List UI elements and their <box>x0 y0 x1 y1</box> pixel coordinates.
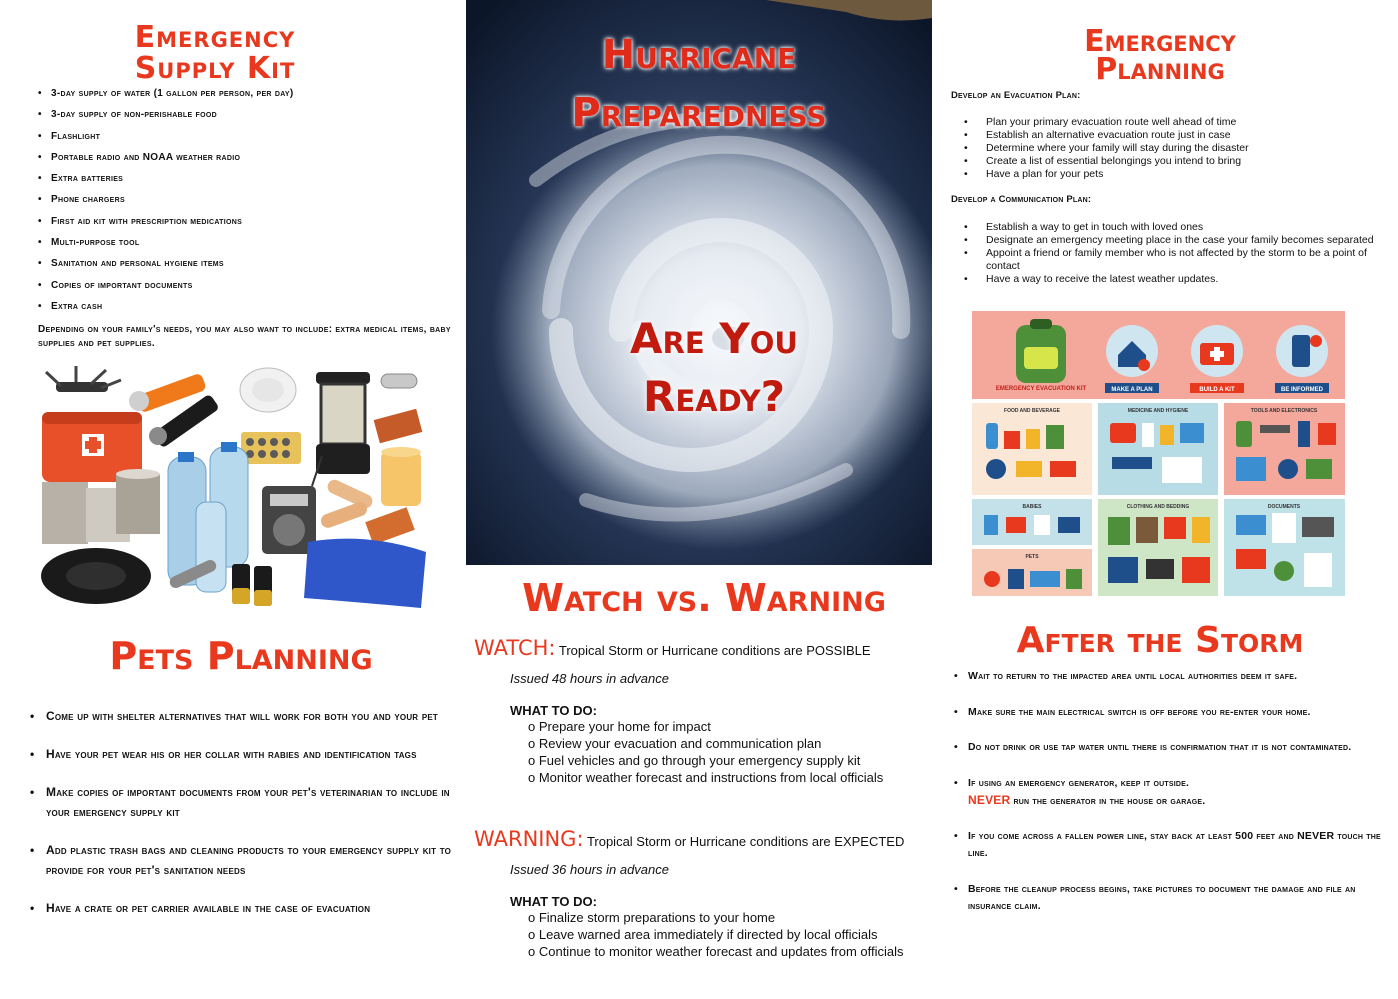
list-item: o Finalize storm preparations to your home <box>528 909 929 926</box>
list-item: • Multi-purpose tool <box>38 237 458 258</box>
make-a-plan-label: MAKE A PLAN <box>1111 387 1153 393</box>
multitool-icon <box>46 366 121 392</box>
supply-kit-title: Emergency Supply Kit <box>134 20 296 86</box>
lantern-icon <box>316 372 370 474</box>
after-the-storm-title: After the Storm <box>1016 620 1304 661</box>
watch-todo-heading: WHAT TO DO: <box>510 703 597 718</box>
hurricane-hero <box>466 0 932 565</box>
list-item: o Review your evacuation and communication plan <box>528 735 929 752</box>
list-item: • 3-day supply of water (1 gallon per person, per day) <box>38 88 458 109</box>
infographic-kit-label: EMERGENCY EVACUATION KIT <box>995 386 1087 392</box>
list-item: • Flashlight <box>38 131 458 152</box>
warning-steps <box>528 909 929 960</box>
list-item: • Phone chargers <box>38 194 458 215</box>
list-item: • Extra batteries <box>38 173 458 194</box>
documents-panel-label: DOCUMENTS <box>1267 504 1301 510</box>
list-item: o Leave warned area immediately if directed by local officials <box>528 926 929 943</box>
list-item: • If you come across a fallen power line, stay back at least 500 feet and NEVER touch the line. <box>954 828 1384 862</box>
list-item: • Before the cleanup process begins, take pictures to document the damage and file an insurance claim. <box>954 881 1384 915</box>
list-item: • Sanitation and personal hygiene items <box>38 258 458 279</box>
list-item: • Copies of important documents <box>38 280 458 301</box>
build-a-kit-label: BUILD A KIT <box>1199 387 1235 393</box>
watch-steps <box>528 718 929 786</box>
sleeping-bag-icon <box>41 548 151 604</box>
supply-kit-list <box>38 88 458 322</box>
list-item: • Create a list of essential belongings you intend to bring <box>964 155 1379 168</box>
tools-panel-label: TOOLS AND ELECTRONICS <box>1250 408 1318 414</box>
watch-line <box>474 636 929 660</box>
are-you-ready-heading: Are You Ready? <box>630 314 798 421</box>
list-item: • Portable radio and NOAA weather radio <box>38 152 458 173</box>
watch-text: Tropical Storm or Hurricane conditions are POSSIBLE <box>558 643 871 658</box>
supply-kit-note: Depending on your family's needs, you may also want to include: extra medical items, baby supplies and pet supplies. <box>38 324 451 349</box>
be-informed-label: BE INFORMED <box>1281 387 1323 393</box>
warning-issued: Issued 36 hours in advance <box>510 862 669 877</box>
list-item: • Establish a way to get in touch with loved ones <box>964 221 1379 234</box>
planning-column <box>932 0 1398 999</box>
list-item: o Continue to monitor weather forecast and updates from officials <box>528 943 929 960</box>
list-item: • Do not drink or use tap water until there is confirmation that it is not contaminated. <box>954 739 1384 756</box>
backpack-icon <box>1016 319 1066 383</box>
list-item: • Make sure the main electrical switch is off before you re-enter your home. <box>954 704 1384 721</box>
communication-plan-heading: Develop a Communication Plan: <box>951 194 1092 205</box>
blanket-icon <box>304 539 426 608</box>
evacuation-plan-list <box>964 116 1379 181</box>
list-item: o Fuel vehicles and go through your emergency supply kit <box>528 752 929 769</box>
list-item: • Plan your primary evacuation route well ahead of time <box>964 116 1379 129</box>
list-item: • Appoint a friend or family member who is not affected by the storm to be a point of contact <box>964 247 1379 273</box>
hurricane-preparedness-title: Hurricane Preparedness <box>571 32 827 136</box>
watch-label: WATCH: <box>474 636 556 660</box>
food-panel-label: FOOD AND BEVERAGE <box>1004 408 1060 414</box>
pets-planning-title: Pets Planning <box>109 634 373 678</box>
be-informed-icon <box>1276 325 1328 377</box>
candle-icon <box>381 447 421 506</box>
list-item: • 3-day supply of non-perishable food <box>38 109 458 130</box>
list-item: • Have a crate or pet carrier available in the case of evacuation <box>30 898 455 918</box>
clothing-panel-label: CLOTHING AND BEDDING <box>1126 504 1190 510</box>
pets-planning-list <box>30 706 455 936</box>
watch-vs-warning-title: Watch vs. Warning <box>522 576 886 620</box>
supply-kit-column <box>0 0 466 999</box>
list-item: o Prepare your home for impact <box>528 718 929 735</box>
babies-panel-label: BABIES <box>1022 504 1042 510</box>
list-item: • Add plastic trash bags and cleaning products to your emergency supply kit to provide for your pet's sanitation needs <box>30 840 455 880</box>
list-item: • Have your pet wear his or her collar with rabies and identification tags <box>30 744 455 764</box>
radio-icon <box>262 456 322 554</box>
list-item: • Come up with shelter alternatives that will work for both you and your pet <box>30 706 455 726</box>
warning-text: Tropical Storm or Hurricane conditions are EXPECTED <box>586 834 905 849</box>
evacuation-kit-infographic <box>972 311 1345 596</box>
warning-section <box>474 827 929 960</box>
never-emphasis: NEVER <box>968 792 1011 807</box>
warning-todo-heading: WHAT TO DO: <box>510 894 597 909</box>
supply-kit-photo <box>36 362 432 610</box>
pets-panel-label: PETS <box>1025 554 1039 560</box>
emergency-planning-title: Emergency Planning <box>1084 24 1236 87</box>
list-item: • Have a plan for your pets <box>964 168 1379 181</box>
whistle-icon <box>381 374 417 388</box>
communication-plan-list <box>964 221 1379 286</box>
list-item: • Designate an emergency meeting place in the case your family becomes separated <box>964 234 1379 247</box>
mask-icon <box>240 368 296 412</box>
build-a-kit-icon <box>1191 325 1243 377</box>
batteries-icon <box>232 564 272 606</box>
battery-pack-icon <box>241 432 301 464</box>
list-item: • Make copies of important documents from your pet's veterinarian to include in your emergency supply kit <box>30 782 455 822</box>
list-item: • Determine where your family will stay during the disaster <box>964 142 1379 155</box>
evacuation-plan-heading: Develop an Evacuation Plan: <box>951 90 1081 101</box>
medicine-panel-label: MEDICINE AND HYGIENE <box>1127 408 1189 414</box>
hurricane-column <box>466 0 932 999</box>
list-item: • First aid kit with prescription medications <box>38 216 458 237</box>
watch-section <box>474 636 929 786</box>
list-item: • Establish an alternative evacuation route just in case <box>964 129 1379 142</box>
warning-line <box>474 827 929 851</box>
list-item: • Extra cash <box>38 301 458 322</box>
list-item: • Have a way to receive the latest weather updates. <box>964 273 1379 286</box>
list-item: • Wait to return to the impacted area until local authorities deem it safe. <box>954 668 1384 685</box>
warning-label: WARNING: <box>474 827 584 851</box>
make-a-plan-icon <box>1106 325 1158 377</box>
list-item: • If using an emergency generator, keep it outside. NEVER run the generator in the house or garage. <box>954 775 1384 810</box>
list-item: o Monitor weather forecast and instructions from local officials <box>528 769 929 786</box>
after-the-storm-list <box>954 668 1384 933</box>
watch-issued: Issued 48 hours in advance <box>510 671 669 686</box>
